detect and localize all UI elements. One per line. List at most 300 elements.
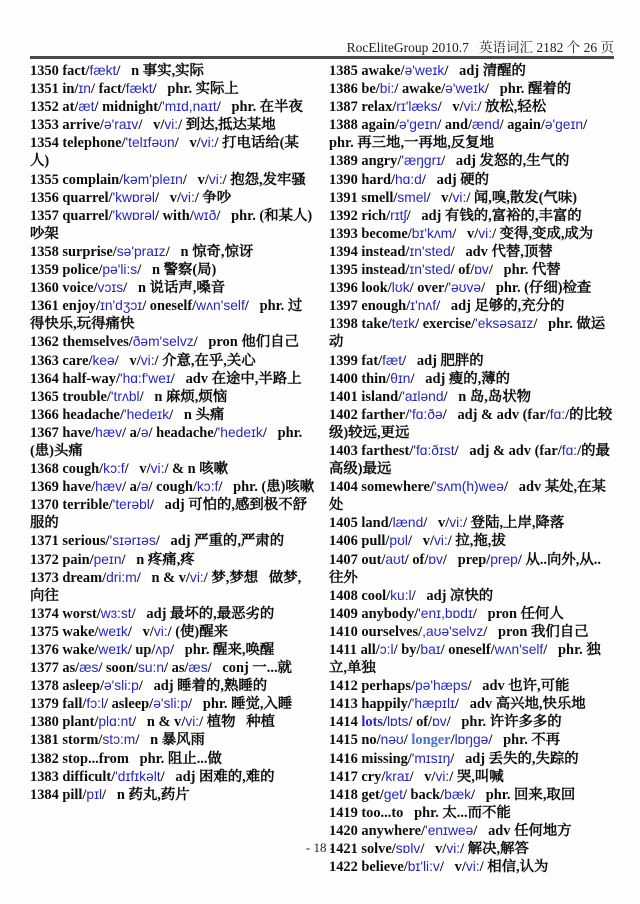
- entry-text: 1402 farther/: [329, 406, 410, 423]
- entry-text: / phr. 做运动: [329, 316, 606, 351]
- entry-text: / a/: [122, 424, 141, 441]
- phonetic: æs: [188, 660, 208, 676]
- page-number: - 18 -: [305, 840, 335, 855]
- entry-text: / back/: [402, 786, 445, 803]
- entry-text: 1420 anywhere/: [329, 822, 426, 839]
- phonetic: stɔ:m: [102, 732, 136, 748]
- entry-text: 1388 again/: [329, 117, 399, 134]
- entry-text: / n 说话声,嗓音: [123, 280, 226, 297]
- entry-text: / 哭,叫喊: [449, 768, 504, 785]
- entry-text: 1370 terrible/: [30, 497, 113, 514]
- entry-text: 1378 asleep/: [30, 678, 104, 695]
- phonetic: ə'raɪv: [103, 117, 139, 133]
- entry-text: / headache/: [148, 424, 218, 441]
- phonetic: fækt: [89, 63, 117, 78]
- entry-text: / n 警察(局): [137, 262, 217, 279]
- phonetic: 'fɑ:ðə: [409, 406, 443, 422]
- word-entry: [30, 750, 315, 768]
- word-entry: [329, 80, 614, 98]
- entry-text: 1417 cry/: [329, 768, 386, 785]
- phonetic: ə: [140, 424, 149, 440]
- phonetic: ɔ:l: [379, 642, 394, 657]
- entry-text: / cough/: [148, 479, 197, 496]
- word-entry: [329, 822, 614, 840]
- entry-text: / adj 严重的,严肃的: [155, 533, 285, 550]
- entry-text: / up/: [127, 642, 156, 658]
- entry-text: / phr. 独立,单独: [329, 642, 601, 677]
- entry-text: /的比较级)较远,更远: [329, 406, 613, 441]
- word-entry: [30, 460, 315, 478]
- entry-text: / v/: [409, 768, 436, 785]
- phonetic: lɒts: [386, 714, 409, 730]
- entry-text: / a/: [122, 479, 141, 496]
- phonetic: ʌp: [155, 642, 170, 657]
- entry-text: / 植物 种植: [199, 714, 276, 731]
- entry-text: 1383 difficult/: [30, 768, 116, 785]
- entry-text: / as/: [164, 660, 189, 677]
- word-entry: [30, 713, 315, 731]
- entry-text: 1361 enjoy/: [30, 298, 100, 315]
- word-entry: [329, 388, 614, 406]
- entry-text: / v/: [174, 135, 201, 152]
- word-entry: [329, 207, 614, 225]
- phonetic: keə: [92, 352, 115, 368]
- phonetic: 'sɪərɪəs: [109, 533, 156, 549]
- word-entry: [30, 532, 315, 550]
- phonetic: weɪk: [98, 623, 128, 639]
- word-entry: [30, 768, 315, 786]
- phonetic: teɪk: [391, 316, 416, 332]
- entry-text: 1376 wake/: [30, 642, 99, 658]
- entry-text: / v/: [426, 189, 453, 206]
- entry-text: 1406 pull/: [329, 533, 390, 550]
- word-entry: [329, 406, 614, 442]
- phonetic: vi:: [164, 117, 179, 133]
- entry-text: 1390 hard/: [329, 171, 395, 188]
- word-entry: [30, 171, 315, 189]
- word-entry: [30, 352, 315, 370]
- entry-text: 1371 serious/: [30, 533, 110, 550]
- blue-word: longer: [411, 732, 451, 749]
- phonetic: 'hɑ:f'weɪ: [119, 370, 171, 386]
- word-entry: [329, 731, 614, 749]
- phonetic: 'fɑ:ðɪst: [413, 442, 455, 458]
- phonetic: ɪn'sted: [409, 243, 451, 259]
- entry-text: 1369 have/: [30, 479, 96, 496]
- entry-text: 1368 cough/: [30, 461, 104, 478]
- phonetic: vi:: [150, 461, 165, 477]
- word-entry: [30, 388, 315, 406]
- phonetic: hæv: [95, 424, 123, 440]
- entry-text: / 到达,抵达某地: [178, 117, 276, 134]
- entry-text: 1354 telephone/: [30, 135, 126, 152]
- phonetic: vɔɪs: [97, 280, 124, 296]
- entry-text: 1415 no/: [329, 732, 381, 749]
- phonetic: bi:: [379, 81, 395, 97]
- entry-text: /: [382, 714, 387, 731]
- word-entry: [329, 551, 614, 587]
- word-entry: [30, 189, 315, 207]
- entry-text: / phr. 代替: [488, 262, 561, 279]
- phonetic: ə'sli:p: [153, 696, 189, 712]
- entry-text: / v/: [182, 171, 209, 188]
- phonetic: fɑ:: [561, 442, 578, 458]
- entry-text: / phr. (患)头痛: [30, 424, 306, 459]
- phonetic: sə'praɪz: [116, 243, 166, 259]
- entry-text: / adv 任何地方: [473, 822, 572, 839]
- word-entry: [30, 659, 315, 677]
- entry-text: / adj 硬的: [421, 171, 489, 188]
- phonetic: 'mɪsɪŋ: [411, 750, 451, 766]
- phonetic: pə'hæps: [414, 678, 468, 694]
- phonetic: plɑ:nt: [98, 714, 133, 730]
- entry-text: / and/: [437, 117, 473, 134]
- phonetic: 'hæpɪlɪ: [411, 696, 455, 712]
- phonetic: 'aɪlənd: [402, 388, 444, 404]
- word-entry: [30, 406, 315, 424]
- word-entry: [329, 786, 614, 804]
- entry-text: 1355 complain/: [30, 171, 124, 188]
- phonetic: vi:: [189, 569, 204, 585]
- entry-text: 1395 instead/: [329, 262, 410, 279]
- entry-text: / v/: [127, 623, 154, 640]
- word-entry: [30, 243, 315, 261]
- phonetic: vi:: [435, 768, 450, 784]
- phonetic: hɑ:d: [394, 171, 422, 187]
- phonetic: ,aʊə'selvz: [422, 623, 484, 639]
- phonetic: 'hedeɪk: [217, 424, 263, 440]
- entry-text: / phr. 许许多多的: [446, 714, 562, 731]
- word-entry: [30, 623, 315, 641]
- word-entry: [329, 478, 614, 514]
- entry-text: / n 暴风雨: [135, 732, 205, 749]
- word-entry: [329, 98, 614, 116]
- entry-text: / n & v/: [136, 569, 190, 586]
- phonetic: ɒv: [432, 714, 447, 730]
- word-entry: [30, 134, 315, 170]
- phonetic: pɪl: [86, 786, 103, 802]
- entry-text: / v/: [124, 461, 151, 478]
- entry-text: 1363 care/: [30, 352, 93, 369]
- entry-text: / adj 困难的,难的: [160, 768, 275, 785]
- entry-text: / of/: [408, 714, 433, 731]
- entry-text: / 变得,变成,成为: [492, 225, 594, 242]
- entry-text: 1353 arrive/: [30, 117, 104, 134]
- entry-text: 1356 quarrel/: [30, 189, 113, 206]
- phonetic: aʊt: [385, 551, 405, 567]
- entry-text: / n 事实,实际: [116, 63, 204, 79]
- word-entry: [30, 786, 315, 804]
- phonetic: vi:: [433, 533, 448, 549]
- phonetic: 'terəbl: [112, 497, 150, 513]
- entry-text: 1380 plant/: [30, 714, 99, 731]
- word-entry: [30, 116, 315, 134]
- word-entry: [329, 514, 614, 532]
- entry-text: 1418 get/: [329, 786, 384, 803]
- entry-text: 1391 smell/: [329, 189, 398, 206]
- entry-text: / adj 足够的,充分的: [436, 298, 565, 315]
- entry-text: /: [450, 732, 455, 749]
- phonetic: wɪð: [193, 207, 217, 223]
- word-entry: [329, 152, 614, 170]
- entry-text: 1367 have/: [30, 424, 96, 441]
- entry-text: 1362 themselves/: [30, 334, 133, 351]
- word-entry: [329, 858, 614, 876]
- word-entry: [329, 243, 614, 261]
- entry-text: 1358 surprise/: [30, 243, 117, 260]
- entry-text: / 介意,在乎,关心: [154, 352, 256, 369]
- entry-text: / pron 他们自己: [193, 334, 299, 351]
- word-entry: [30, 496, 315, 532]
- entry-text: / phr. (患)咳嗽: [218, 479, 315, 496]
- phonetic: wɜ:st: [100, 605, 132, 621]
- entry-text: 1393 become/: [329, 225, 412, 242]
- entry-text: / v/: [452, 225, 479, 242]
- phonetic: ə'weɪk: [445, 81, 485, 97]
- entry-text: / conj 一...就: [207, 660, 292, 677]
- word-entry: [329, 370, 614, 388]
- entry-text: / n 头痛: [169, 406, 225, 423]
- entry-text: / v/: [407, 533, 434, 550]
- entry-text: / prep/: [442, 551, 491, 568]
- entry-text: / pron 我们自己: [483, 623, 589, 640]
- phonetic: 'əʊvə: [448, 280, 482, 296]
- entry-text: 1394 instead/: [329, 243, 410, 260]
- entry-text: / v/: [138, 117, 165, 134]
- entry-text: / awake/: [394, 81, 446, 98]
- phonetic: kɔ:f: [103, 461, 125, 477]
- word-entry: [329, 116, 614, 152]
- entry-text: 1396 look/: [329, 280, 392, 297]
- entry-text: 1412 perhaps/: [329, 678, 415, 695]
- entry-text: / phr. 回来,取回: [470, 786, 576, 803]
- phonetic: 'kwɒrəl: [112, 189, 155, 205]
- entry-text: 1366 headache/: [30, 406, 124, 423]
- word-entry: [30, 695, 315, 713]
- phonetic: fɔ:l: [86, 696, 105, 712]
- entry-text: / adv 高兴地,快乐地: [454, 696, 586, 713]
- phonetic: ə'weɪk: [404, 63, 445, 78]
- phonetic: ɪn'dʒɔɪ: [99, 298, 143, 314]
- phonetic: 'hedeɪk: [123, 406, 170, 422]
- entry-text: 1399 fat/: [329, 352, 383, 369]
- entry-text: 1386 be/: [329, 81, 380, 98]
- word-entry: [30, 551, 315, 569]
- entry-text: / phr. 再三地,一再地,反复地: [329, 117, 591, 152]
- phonetic: rɪ'læks: [396, 99, 438, 115]
- entry-text: / phr. (仔细)检查: [481, 280, 592, 297]
- entry-text: / adj 发怒的,生气的: [441, 153, 570, 170]
- entry-text: / adv 在途中,半路上: [170, 370, 302, 387]
- entry-text: 1422 believe/: [329, 859, 408, 876]
- entry-text: 1375 wake/: [30, 623, 99, 640]
- entry-text: 1403 farthest/: [329, 442, 414, 459]
- phonetic: ænd: [472, 117, 500, 133]
- entry-text: 1416 missing/: [329, 750, 412, 767]
- entry-text: 1421 solve/: [329, 841, 396, 858]
- entry-text: / 抱怨,发牢骚: [222, 171, 306, 188]
- word-entry: [30, 261, 315, 279]
- word-entry: [329, 315, 614, 351]
- word-list: [30, 62, 614, 876]
- entry-text: / adv 某处,在某处: [329, 479, 606, 514]
- entry-text: 1414: [329, 714, 362, 731]
- entry-text: / v/: [114, 352, 141, 369]
- entry-text: 1352 at/: [30, 99, 79, 116]
- entry-text: / 放松,轻松: [477, 99, 547, 116]
- phonetic: 'dɪfɪkəlt: [115, 768, 161, 784]
- phonetic: kɔ:f: [196, 479, 219, 495]
- phonetic: bæk: [444, 786, 471, 802]
- phonetic: sɒlv: [395, 841, 421, 857]
- word-entry: [329, 641, 614, 677]
- phonetic: ə'geɪn: [398, 117, 438, 133]
- entry-text: / v/: [155, 189, 181, 206]
- phonetic: wʌn'self: [196, 298, 245, 314]
- entry-text: / midnight/: [94, 99, 163, 116]
- phonetic: wʌn'self: [494, 642, 544, 657]
- phonetic: vi:: [200, 135, 215, 151]
- phonetic: nəʊ: [380, 732, 404, 748]
- word-entry: [30, 279, 315, 297]
- phonetic: ɒv: [428, 551, 443, 567]
- entry-text: / v/: [423, 515, 450, 532]
- entry-text: / asleep/: [104, 696, 154, 713]
- entry-text: / adj 最坏的,最恶劣的: [131, 605, 275, 622]
- phonetic: vi:: [452, 189, 467, 205]
- entry-text: / 拉,拖,拔: [447, 533, 506, 550]
- phonetic: vi:: [465, 859, 480, 875]
- word-entry: [329, 713, 614, 731]
- entry-text: / adj 可怕的,感到极不舒服的: [30, 497, 307, 532]
- phonetic: ə'geɪn: [544, 117, 584, 133]
- entry-text: 1382 stop...from phr. 阻止...做: [30, 750, 222, 767]
- entry-text: / phr. 过得快乐,玩得痛快: [30, 298, 303, 333]
- entry-text: 1384 pill/: [30, 786, 87, 803]
- page-header: RocEliteGroup 2010.7 英语词汇 2182 个 26 页: [346, 40, 614, 55]
- word-entry: [329, 623, 614, 641]
- entry-text: / adj 肥胖的: [402, 352, 484, 369]
- phonetic: 'eksəsaɪz: [475, 316, 534, 332]
- phonetic: bɪ'li:v: [407, 859, 440, 875]
- word-entry: [30, 731, 315, 749]
- header-divider: [30, 56, 614, 59]
- word-entry: [30, 424, 315, 460]
- entry-text: / n 药丸,药片: [102, 786, 190, 803]
- phonetic: 'sʌm(h)weə: [433, 479, 504, 495]
- entry-text: / oneself/: [142, 298, 197, 315]
- phonetic: ɒv: [474, 262, 489, 278]
- entry-text: 1387 relax/: [329, 99, 397, 116]
- entry-text: / phr. 醒着的: [484, 81, 572, 98]
- entry-text: / adv 也许,可能: [467, 678, 570, 695]
- phonetic: get: [383, 786, 403, 802]
- phonetic: ɪ'nʌf: [410, 298, 437, 314]
- phonetic: kraɪ: [385, 768, 410, 784]
- entry-text: 1397 enough/: [329, 298, 411, 315]
- entry-text: 1407 out/: [329, 551, 386, 568]
- entry-text: / 登陆,上岸,降落: [463, 515, 565, 532]
- entry-text: / phr. 实际上: [152, 81, 239, 98]
- word-entry: [329, 804, 614, 822]
- entry-text: 1419 too...to phr. 太...而不能: [329, 804, 511, 821]
- phonetic: æt: [78, 99, 95, 115]
- phonetic: θɪn: [390, 370, 411, 386]
- phonetic: vi:: [181, 189, 195, 205]
- word-entry: [30, 333, 315, 351]
- entry-text: / n 麻烦,烦恼: [139, 388, 228, 405]
- phonetic: vi:: [449, 515, 464, 531]
- entry-text: / phr. 醒来,唤醒: [170, 642, 275, 658]
- entry-text: / adj & adv (far/: [454, 442, 562, 459]
- word-entry: [30, 98, 315, 116]
- phonetic: ɪn: [78, 81, 91, 97]
- phonetic: hæv: [95, 479, 123, 495]
- phonetic: peɪn: [93, 551, 122, 567]
- entry-text: 1385 awake/: [329, 63, 405, 79]
- entry-text: / adj 有钱的,富裕的,丰富的: [406, 207, 582, 224]
- entry-text: / fact/: [90, 81, 126, 98]
- word-entry: [30, 605, 315, 623]
- word-entry: [30, 370, 315, 388]
- phonetic: vi:: [153, 623, 168, 639]
- entry-text: / adj 睡着的,熟睡的: [138, 678, 268, 695]
- phonetic: prep: [490, 551, 518, 567]
- phonetic: ku:l: [390, 587, 412, 603]
- entry-text: / 闻,嗅,散发(气味): [466, 189, 578, 206]
- entry-text: 1351 in/: [30, 81, 79, 98]
- entry-text: 1411 all/: [329, 642, 380, 658]
- entry-text: / 争吵: [194, 189, 232, 206]
- word-entry: [329, 695, 614, 713]
- phonetic: fækt: [125, 81, 153, 97]
- entry-text: / phr. (和某人)吵架: [30, 207, 313, 242]
- blue-word: lots: [361, 714, 383, 731]
- word-entry: [329, 532, 614, 550]
- phonetic: vi:: [185, 714, 200, 730]
- word-entry: [329, 750, 614, 768]
- entry-text: / adj 丢失的,失踪的: [450, 750, 579, 767]
- entry-text: 1408 cool/: [329, 587, 391, 604]
- phonetic: rɪtʃ: [390, 207, 407, 223]
- entry-text: / n 岛,岛状物: [443, 388, 532, 405]
- phonetic: baɪ: [420, 642, 441, 657]
- entry-text: 1365 trouble/: [30, 388, 111, 405]
- entry-text: / by/: [393, 642, 421, 658]
- entry-text: / 解决,解答: [460, 841, 529, 858]
- phonetic: kəm'pleɪn: [123, 171, 183, 187]
- phonetic: vi:: [478, 225, 493, 241]
- entry-text: / over/: [409, 280, 449, 297]
- entry-text: 1374 worst/: [30, 605, 101, 622]
- phonetic: 'kwɒrəl: [112, 207, 155, 223]
- entry-text: / adj 瘦的,薄的: [410, 370, 510, 387]
- entry-text: / adj 清醒的: [444, 63, 526, 79]
- phonetic: vi:: [140, 352, 155, 368]
- word-entry: [30, 207, 315, 243]
- phonetic: lɒŋgə: [454, 732, 489, 748]
- entry-text: / n 惊奇,惊讶: [165, 243, 254, 260]
- entry-text: / with/: [155, 207, 194, 224]
- entry-text: 1410 ourselves/: [329, 623, 423, 640]
- entry-text: 1350 fact/: [30, 63, 90, 79]
- word-entry: [329, 297, 614, 315]
- entry-text: / soon/: [98, 660, 138, 677]
- entry-text: 1357 quarrel/: [30, 207, 113, 224]
- entry-text: / phr. 在半夜: [216, 99, 303, 116]
- entry-text: / exercise/: [415, 316, 476, 333]
- entry-text: / of/: [404, 551, 429, 568]
